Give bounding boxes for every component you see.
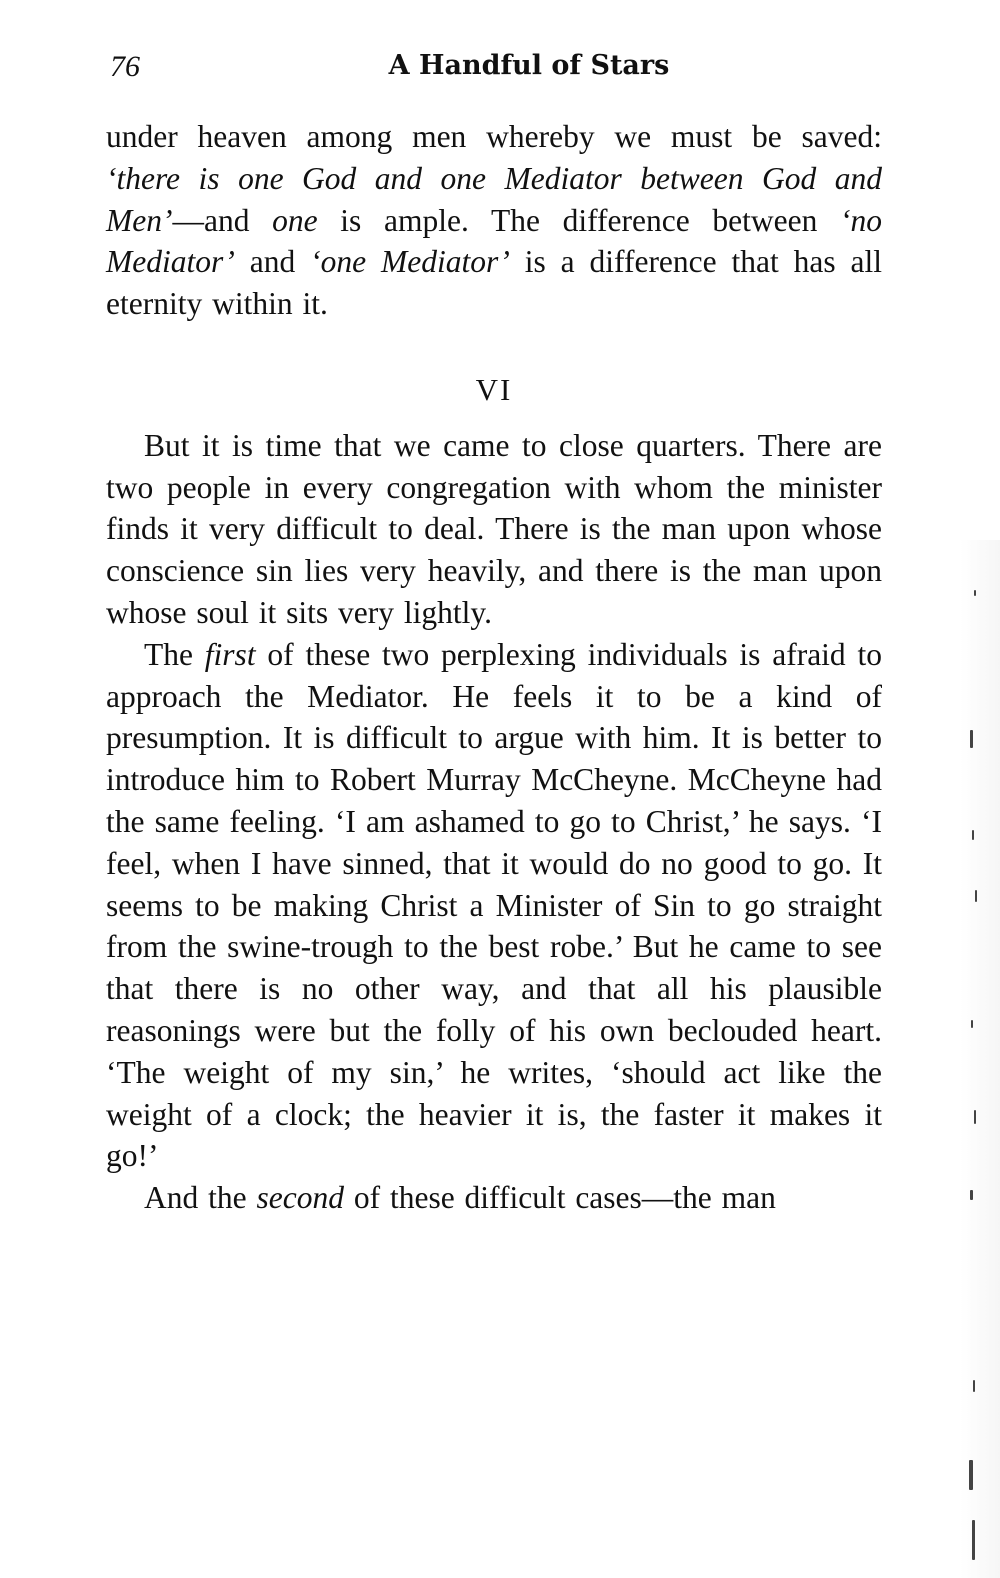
text-run: —and bbox=[172, 202, 273, 238]
text-run: under heaven among men whereby we must be saved: bbox=[106, 119, 882, 154]
page-header bbox=[106, 46, 882, 96]
scan-speck bbox=[971, 1020, 973, 1028]
italic-quote: ‘one Mediator’ bbox=[310, 244, 510, 280]
scan-speck bbox=[973, 1380, 975, 1392]
text-run: and bbox=[234, 244, 311, 280]
paragraph-4 bbox=[106, 1177, 882, 1219]
body-text bbox=[106, 116, 882, 1219]
paragraph-3 bbox=[106, 634, 882, 1177]
book-page bbox=[106, 0, 882, 1578]
scan-speck bbox=[975, 890, 977, 902]
italic-quote: ‘there is one God and one Mediator between God and Men’ bbox=[106, 160, 882, 238]
text-run: The bbox=[144, 636, 205, 672]
scan-speck bbox=[974, 590, 976, 596]
scan-speck bbox=[969, 1460, 973, 1490]
text-run: of these two perplexing individuals is afraid to approach the Mediator. He feels it to be a kind of presumption. It is difficult to argue with him. It is better to introduce him to Robert Murray McCheyne. McCheyne had the same feeling. ‘I am ashamed to go to Christ,’ he says. ‘I feel, when I have sinned, that it would do no good to go. It seems to be making Christ a Minister of Sin to go straight from the swine-trough to the best robe.’ But he came to see that there is no other way, and that all his plausible reasonings were but the folly of his own beclouded heart. ‘The weight of my sin,’ he writes, ‘should act like the weight of a clock; the heavier it is, the faster it makes it go!’ bbox=[106, 636, 882, 1174]
text-run: is ample. The difference between bbox=[317, 202, 840, 238]
page-number: 76 bbox=[110, 50, 140, 83]
section-heading: VI bbox=[475, 371, 513, 407]
scan-speck bbox=[974, 1110, 976, 1124]
scan-speck bbox=[970, 1190, 973, 1200]
italic-word: one bbox=[272, 202, 318, 238]
italic-word: second bbox=[256, 1180, 344, 1216]
running-title: A Handful of Stars bbox=[388, 50, 670, 81]
paragraph-2: But it is time that we came to close quarters. There are two people in every congregation with whom the minister finds it very difficult to deal. There is the man upon whose conscience sin lies very heavily, and there is the man upon whose soul it sits very lightly. bbox=[106, 427, 882, 630]
text-run: of these difficult cases—the man bbox=[343, 1180, 776, 1216]
scan-gutter-edge bbox=[960, 540, 1000, 1578]
paragraph-1 bbox=[106, 116, 882, 325]
italic-quote: ‘no Mediator’ bbox=[106, 202, 882, 280]
text-run: And the bbox=[144, 1180, 257, 1216]
scan-speck bbox=[972, 830, 974, 840]
text-run: is a difference that has all eternity within it. bbox=[106, 244, 882, 322]
scan-speck bbox=[970, 730, 973, 748]
scan-speck bbox=[972, 1520, 975, 1560]
italic-word: first bbox=[204, 636, 256, 672]
